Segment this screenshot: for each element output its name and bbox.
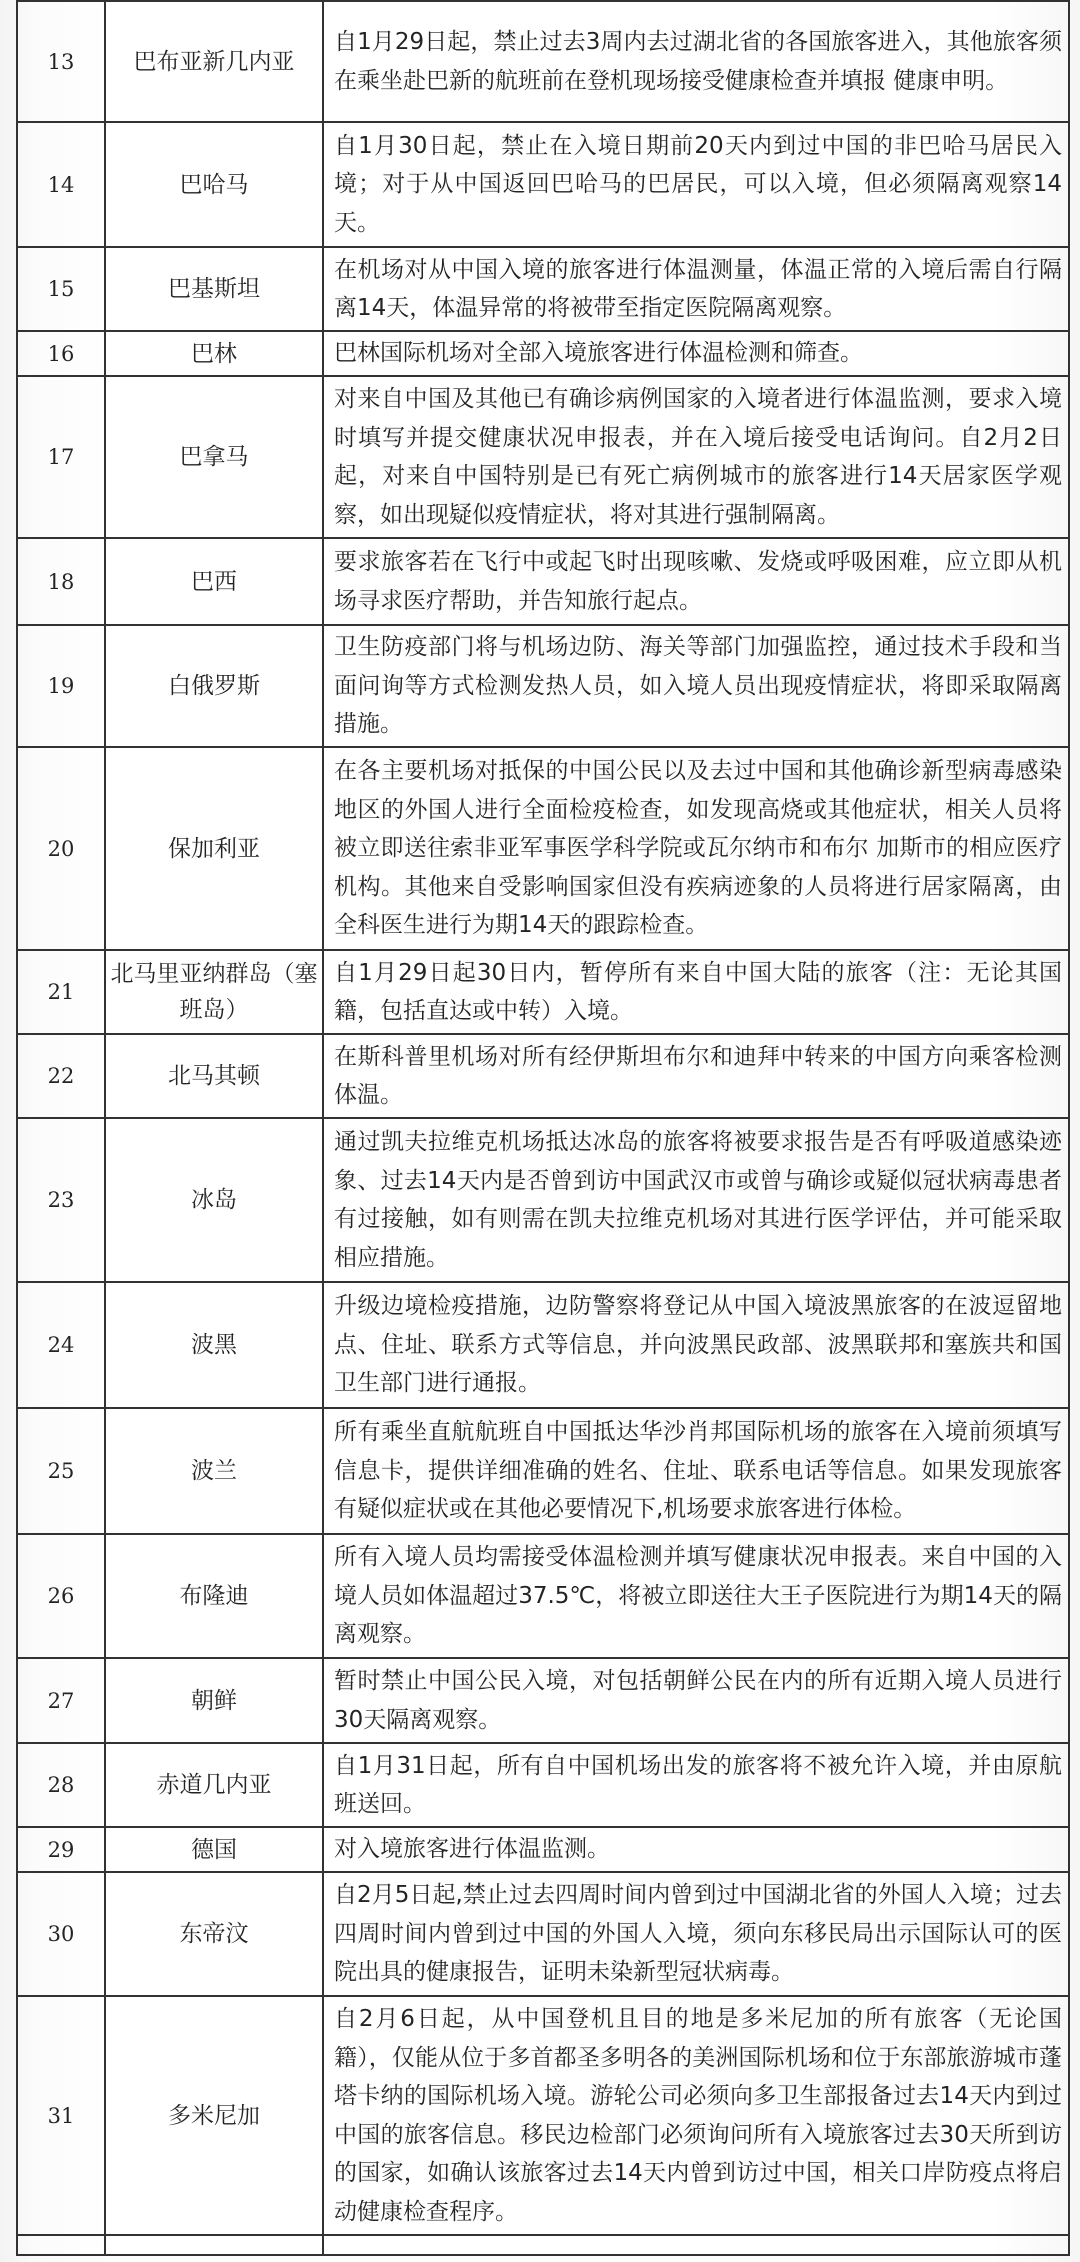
row-number: 31 — [17, 1996, 105, 2235]
entry-policy-table — [16, 0, 1070, 2256]
table-row — [17, 950, 1069, 1034]
table-row — [17, 1827, 1069, 1872]
row-number: 15 — [17, 247, 105, 331]
country-name: 波黑 — [105, 1282, 323, 1408]
table-row-partial — [17, 2235, 1069, 2255]
policy-description: 自1月30日起，禁止在入境日期前20天内到过中国的非巴哈马居民入境；对于从中国返回巴哈马的巴居民，可以入境，但必须隔离观察14天。 — [323, 122, 1069, 247]
table-row — [17, 625, 1069, 747]
country-name: 巴基斯坦 — [105, 247, 323, 331]
country-name: 东帝汶 — [105, 1872, 323, 1996]
country-name: 白俄罗斯 — [105, 625, 323, 747]
row-number: 18 — [17, 538, 105, 625]
row-number: 26 — [17, 1534, 105, 1658]
policy-description: 在斯科普里机场对所有经伊斯坦布尔和迪拜中转来的中国方向乘客检测体温。 — [323, 1034, 1069, 1118]
row-number: 23 — [17, 1118, 105, 1282]
row-number: 24 — [17, 1282, 105, 1408]
policy-description: 通过凯夫拉维克机场抵达冰岛的旅客将被要求报告是否有呼吸道感染迹象、过去14天内是否曾到访中国武汉市或曾与确诊或疑似冠状病毒患者有过接触，如有则需在凯夫拉维克机场对其进行医学评估，并可能采取相应措施。 — [323, 1118, 1069, 1282]
country-name: 巴哈马 — [105, 122, 323, 247]
policy-description: 自1月29日起，禁止过去3周内去过湖北省的各国旅客进入，其他旅客须在乘坐赴巴新的航班前在登机现场接受健康检查并填报 健康申明。 — [323, 1, 1069, 122]
table-row — [17, 1034, 1069, 1118]
policy-description: 自1月31日起，所有自中国机场出发的旅客将不被允许入境，并由原航班送回。 — [323, 1743, 1069, 1827]
table-row — [17, 1408, 1069, 1534]
row-number: 22 — [17, 1034, 105, 1118]
country-name: 赤道几内亚 — [105, 1743, 323, 1827]
policy-description: 自2月6日起，从中国登机且目的地是多米尼加的所有旅客（无论国籍），仅能从位于多首都圣多明各的美洲国际机场和位于东部旅游城市蓬塔卡纳的国际机场入境。游轮公司必须向多卫生部报备过去14天内到过中国的旅客信息。移民边检部门必须询问所有入境旅客过去30天所到访的国家，如确认该旅客过去14天内曾到访过中国，相关口岸防疫点将启动健康检查程序。 — [323, 1996, 1069, 2235]
policy-description: 卫生防疫部门将与机场边防、海关等部门加强监控，通过技术手段和当面问询等方式检测发热人员，如入境人员出现疫情症状，将即采取隔离措施。 — [323, 625, 1069, 747]
table-row — [17, 1, 1069, 122]
policy-description: 自2月5日起,禁止过去四周时间内曾到过中国湖北省的外国人入境；过去四周时间内曾到过中国的外国人入境，须向东移民局出示国际认可的医院出具的健康报告，证明未染新型冠状病毒。 — [323, 1872, 1069, 1996]
table-row — [17, 1996, 1069, 2235]
country-name: 朝鲜 — [105, 1658, 323, 1743]
country-name: 德国 — [105, 1827, 323, 1872]
policy-description: 在机场对从中国入境的旅客进行体温测量，体温正常的入境后需自行隔离14天，体温异常的将被带至指定医院隔离观察。 — [323, 247, 1069, 331]
country-name: 布隆迪 — [105, 1534, 323, 1658]
country-name: 波兰 — [105, 1408, 323, 1534]
row-number: 17 — [17, 376, 105, 538]
country-name: 巴拿马 — [105, 376, 323, 538]
table-row — [17, 1743, 1069, 1827]
row-number: 14 — [17, 122, 105, 247]
country-name: 北马里亚纳群岛（塞班岛） — [105, 950, 323, 1034]
policy-description: 所有乘坐直航航班自中国抵达华沙肖邦国际机场的旅客在入境前须填写信息卡，提供详细准确的姓名、住址、联系电话等信息。如果发现旅客有疑似症状或在其他必要情况下,机场要求旅客进行体检。 — [323, 1408, 1069, 1534]
country-name: 北马其顿 — [105, 1034, 323, 1118]
policy-description: 自1月29日起30日内，暂停所有来自中国大陆的旅客（注：无论其国籍，包括直达或中转）入境。 — [323, 950, 1069, 1034]
row-number: 30 — [17, 1872, 105, 1996]
country-name: 冰岛 — [105, 1118, 323, 1282]
policy-description: 要求旅客若在飞行中或起飞时出现咳嗽、发烧或呼吸困难，应立即从机场寻求医疗帮助，并告知旅行起点。 — [323, 538, 1069, 625]
policy-description: 对入境旅客进行体温监测。 — [323, 1827, 1069, 1872]
table-row — [17, 1118, 1069, 1282]
policy-description: 巴林国际机场对全部入境旅客进行体温检测和筛查。 — [323, 331, 1069, 376]
row-number: 28 — [17, 1743, 105, 1827]
table-row — [17, 122, 1069, 247]
row-number: 16 — [17, 331, 105, 376]
policy-description: 所有入境人员均需接受体温检测并填写健康状况申报表。来自中国的入境人员如体温超过37.5℃，将被立即送往大王子医院进行为期14天的隔离观察。 — [323, 1534, 1069, 1658]
row-number: 13 — [17, 1, 105, 122]
row-number: 21 — [17, 950, 105, 1034]
table-row — [17, 538, 1069, 625]
row-number: 20 — [17, 747, 105, 950]
policy-description: 升级边境检疫措施，边防警察将登记从中国入境波黑旅客的在波逗留地点、住址、联系方式等信息，并向波黑民政部、波黑联邦和塞族共和国卫生部门进行通报。 — [323, 1282, 1069, 1408]
row-number: 25 — [17, 1408, 105, 1534]
table-row — [17, 1658, 1069, 1743]
country-name: 多米尼加 — [105, 1996, 323, 2235]
policy-description: 暂时禁止中国公民入境，对包括朝鲜公民在内的所有近期入境人员进行30天隔离观察。 — [323, 1658, 1069, 1743]
table-row — [17, 1534, 1069, 1658]
country-name: 巴西 — [105, 538, 323, 625]
table-row — [17, 247, 1069, 331]
country-name: 巴林 — [105, 331, 323, 376]
policy-description: 在各主要机场对抵保的中国公民以及去过中国和其他确诊新型病毒感染地区的外国人进行全面检疫检查，如发现高烧或其他症状，相关人员将被立即送往索非亚军事医学科学院或瓦尔纳市和布尔 加斯市的相应医疗机构。其他来自受影响国家但没有疾病迹象的人员将进行居家隔离，由全科医生进行为期14天的跟踪检查。 — [323, 747, 1069, 950]
row-number: 19 — [17, 625, 105, 747]
table-row — [17, 1872, 1069, 1996]
country-name: 巴布亚新几内亚 — [105, 1, 323, 122]
table-row — [17, 747, 1069, 950]
country-name: 保加利亚 — [105, 747, 323, 950]
table-row — [17, 331, 1069, 376]
table-row — [17, 376, 1069, 538]
row-number: 29 — [17, 1827, 105, 1872]
row-number: 27 — [17, 1658, 105, 1743]
policy-description: 对来自中国及其他已有确诊病例国家的入境者进行体温监测，要求入境时填写并提交健康状况申报表，并在入境后接受电话询问。自2月2日起，对来自中国特别是已有死亡病例城市的旅客进行14天居家医学观察，如出现疑似疫情症状，将对其进行强制隔离。 — [323, 376, 1069, 538]
table-row — [17, 1282, 1069, 1408]
